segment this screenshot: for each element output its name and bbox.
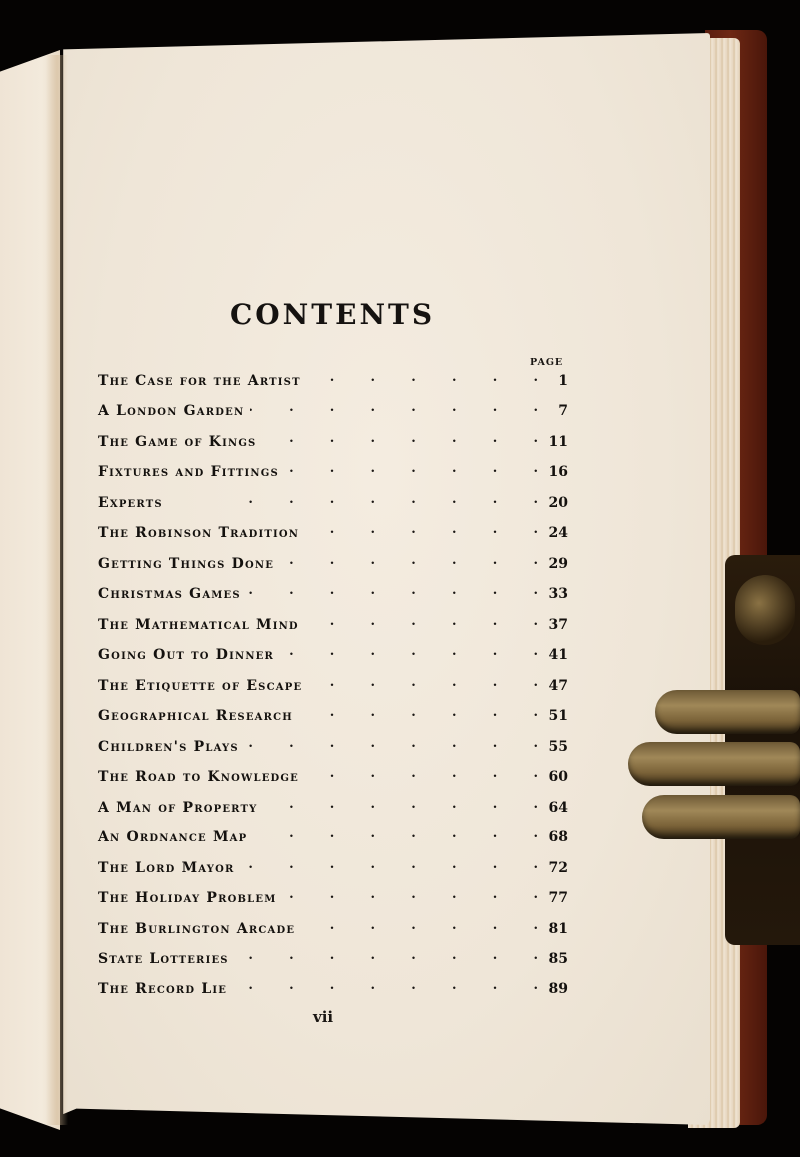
- entry-title: The Lord Mayor: [98, 860, 235, 876]
- toc-entry: [98, 766, 568, 790]
- page-folio-number: vii: [313, 1008, 334, 1026]
- dot-leader: [282, 887, 538, 902]
- toc-entry: [98, 797, 568, 821]
- entry-title: The Record Lie: [98, 981, 228, 997]
- dot-leader: [301, 918, 538, 933]
- entry-page-number: 72: [548, 860, 568, 876]
- bookmark-clip-ornament: [735, 575, 795, 645]
- brass-hand-finger-icon: [642, 795, 800, 839]
- entry-page-number: 16: [548, 464, 568, 480]
- dot-leader: [241, 857, 539, 872]
- toc-entry: [98, 675, 568, 699]
- entry-page-number: 7: [558, 403, 568, 419]
- dot-leader: [264, 797, 539, 812]
- toc-entry: [98, 400, 568, 424]
- entry-title: The Mathematical Mind: [98, 617, 299, 633]
- toc-entry: [98, 736, 568, 760]
- toc-entry: [98, 553, 568, 577]
- dot-leader: [305, 766, 538, 781]
- entry-page-number: 51: [548, 708, 568, 724]
- dot-leader: [308, 675, 538, 690]
- dot-leader: [305, 522, 538, 537]
- toc-entry: [98, 614, 568, 638]
- entry-page-number: 64: [548, 800, 568, 816]
- entry-page-number: 68: [548, 829, 568, 845]
- entry-title: Fixtures and Fittings: [98, 464, 279, 480]
- toc-entry: [98, 522, 568, 546]
- entry-title: Experts: [98, 495, 163, 511]
- entry-title: Geographical Research: [98, 708, 293, 724]
- entry-title: The Road to Knowledge: [98, 769, 299, 785]
- toc-entry: [98, 887, 568, 911]
- entry-page-number: 60: [548, 769, 568, 785]
- dot-leader: [253, 826, 538, 841]
- entry-page-number: 47: [548, 678, 568, 694]
- entry-page-number: 33: [548, 586, 568, 602]
- entry-title: Children's Plays: [98, 739, 239, 755]
- entry-page-number: 81: [548, 921, 568, 937]
- entry-page-number: 20: [548, 495, 568, 511]
- toc-entry: [98, 492, 568, 516]
- entry-page-number: 55: [548, 739, 568, 755]
- toc-entry: [98, 978, 568, 1002]
- dot-leader: [169, 492, 538, 507]
- entry-title: A Man of Property: [98, 800, 258, 816]
- dot-leader: [247, 583, 538, 598]
- toc-entry: [98, 583, 568, 607]
- brass-hand-finger-icon: [655, 690, 800, 734]
- toc-entry: [98, 826, 568, 850]
- dot-leader: [245, 736, 538, 751]
- entry-page-number: 89: [548, 981, 568, 997]
- entry-page-number: 1: [558, 373, 568, 389]
- book-gutter: [46, 55, 68, 1125]
- entry-page-number: 77: [548, 890, 568, 906]
- entry-title: The Burlington Arcade: [98, 921, 296, 937]
- entry-title: The Holiday Problem: [98, 890, 277, 906]
- dot-leader: [305, 614, 538, 629]
- entry-page-number: 41: [548, 647, 568, 663]
- dot-leader: [285, 461, 538, 476]
- entry-title: Christmas Games: [98, 586, 241, 602]
- toc-entry: [98, 705, 568, 729]
- entry-page-number: 37: [548, 617, 568, 633]
- entry-title: State Lotteries: [98, 951, 229, 967]
- dot-leader: [280, 553, 538, 568]
- dot-leader: [250, 400, 538, 415]
- entry-page-number: 85: [548, 951, 568, 967]
- brass-hand-finger-icon: [628, 742, 800, 786]
- dot-leader: [280, 644, 538, 659]
- page-column-label: PAGE: [530, 357, 564, 368]
- dot-leader: [233, 978, 538, 993]
- dot-leader: [262, 431, 538, 446]
- entry-title: The Case for the Artist: [98, 373, 301, 389]
- toc-entry: [98, 918, 568, 942]
- entry-page-number: 11: [548, 434, 568, 450]
- dot-leader: [299, 705, 538, 720]
- dot-leader: [307, 370, 538, 385]
- entry-title: Going Out to Dinner: [98, 647, 274, 663]
- toc-entry: [98, 948, 568, 972]
- entry-title: An Ordnance Map: [98, 829, 248, 845]
- toc-entry: [98, 644, 568, 668]
- entry-page-number: 29: [548, 556, 568, 572]
- entry-title: A London Garden: [98, 403, 245, 419]
- entry-title: The Robinson Tradition: [98, 525, 300, 541]
- dot-leader: [235, 948, 538, 963]
- entry-title: The Etiquette of Escape: [98, 678, 303, 694]
- toc-entry: [98, 857, 568, 881]
- entry-title: The Game of Kings: [98, 434, 257, 450]
- entry-page-number: 24: [548, 525, 568, 541]
- toc-entry: [98, 461, 568, 485]
- contents-heading: CONTENTS: [230, 298, 436, 331]
- toc-entry: [98, 431, 568, 455]
- entry-title: Getting Things Done: [98, 556, 275, 572]
- toc-entry: [98, 370, 568, 394]
